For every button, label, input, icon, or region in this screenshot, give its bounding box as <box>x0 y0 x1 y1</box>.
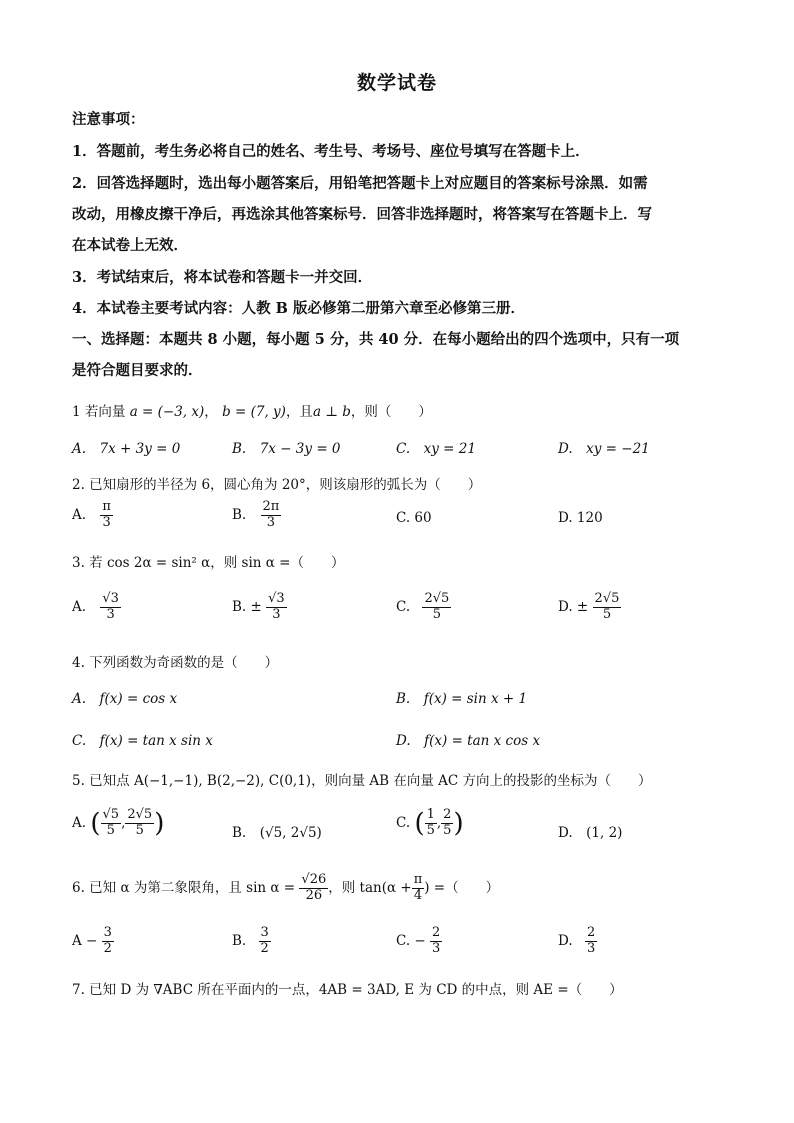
q5-c-numerator-1: 1 <box>426 807 435 822</box>
q6-a-label: A − <box>72 932 98 949</box>
q5-c-numerator-2: 2 <box>443 807 452 822</box>
q5-c-left-paren: ( <box>414 808 425 839</box>
q5-a-fraction-2 <box>125 808 154 839</box>
q2-b-fraction <box>261 500 282 531</box>
q6-c-fraction <box>430 926 442 957</box>
q6-sin-denominator: 26 <box>305 887 323 903</box>
q4-option-b: B. f(x) = sin x + 1 <box>396 691 528 707</box>
q5-c-denominator-1: 5 <box>426 822 435 838</box>
question-7-stem: 7. 已知 D 为 ∇ABC 所在平面内的一点，4AB = 3AD, E 为 CD 的中点，则 AE =（ ） <box>72 982 623 998</box>
q5-option-c: C. ( $\frac{1}{5}$ , $\frac{2}{5}$ ) <box>396 807 464 839</box>
question-2-stem: 2. 已知扇形的半径为 6，圆心角为 20°，则该扇形的弧长为（ ） <box>72 477 482 493</box>
q1-stem-b: ，且 <box>285 404 313 420</box>
q6-b-denominator: 2 <box>260 940 269 956</box>
q6-d-numerator: 2 <box>586 925 596 940</box>
q6-a-denominator: 2 <box>103 940 112 956</box>
q6-c-denominator: 3 <box>432 940 441 956</box>
q6-b-label: B. <box>232 932 247 949</box>
q3-b-fraction <box>266 592 287 623</box>
q3-a-numerator: √3 <box>102 591 119 606</box>
q2-a-numerator: π <box>102 499 111 514</box>
q5-a-label: A. <box>72 814 87 831</box>
q3-a-fraction <box>100 592 121 623</box>
q2-option-a <box>72 500 113 531</box>
q5-a-denominator-1: 5 <box>106 822 115 838</box>
q5-c-fraction-1 <box>425 808 437 839</box>
q1-vector-a: a = (−3, x) <box>129 404 205 420</box>
q6-option-d <box>558 926 597 957</box>
notice-item-2-line-3: 在本试卷上无效． <box>72 237 188 254</box>
question-1-stem: 1 若向量 a = (−3, x)， b = (7, y)，且a ⊥ b，则（ ） <box>72 404 432 420</box>
q3-option-d <box>558 592 621 623</box>
q6-b-fraction <box>259 926 271 957</box>
q5-a-denominator-2: 5 <box>135 822 144 838</box>
q2-b-label: B. <box>232 506 247 523</box>
q6-sin-fraction <box>299 873 328 904</box>
page-title: 数学试卷 <box>356 72 437 94</box>
q5-option-a: A. ( $\frac{√5}{5}$ , $\frac{2√5}{5}$ ) <box>72 807 165 839</box>
notice-item-1: 1．答题前，考生务必将自己的姓名、考生号、考场号、座位号填写在答题卡上． <box>72 143 590 160</box>
q6-pi-denominator: 4 <box>413 887 423 903</box>
notice-heading: 注意事项： <box>72 111 145 128</box>
q5-c-fraction-2 <box>441 808 453 839</box>
q1-option-a: A. 7x + 3y = 0 <box>72 441 181 457</box>
q1-option-b: B. 7x − 3y = 0 <box>232 441 341 457</box>
q2-option-d: D. 120 <box>558 510 603 526</box>
q4-option-d: D. f(x) = tan x cos x <box>396 733 541 749</box>
q5-a-numerator-2: 2√5 <box>127 807 153 822</box>
notice-item-2-line-1: 2．回答选择题时，选出每小题答案后，用铅笔把答题卡上对应题目的答案标号涂黑．如需 <box>72 175 648 192</box>
q6-stem-a: 6. 已知 α 为第二象限角，且 sin α = <box>72 879 296 896</box>
q2-a-fraction <box>100 500 113 531</box>
q3-d-fraction <box>593 592 622 623</box>
q2-option-b <box>232 500 281 531</box>
q6-pi-fraction <box>412 873 425 904</box>
notice-item-2-line-2: 改动，用橡皮擦干净后，再选涂其他答案标号．回答非选择题时，将答案写在答题卡上．写 <box>72 206 652 223</box>
q6-option-a <box>72 926 114 957</box>
q6-d-denominator: 3 <box>586 940 596 956</box>
q6-c-label: C. − <box>396 932 426 949</box>
q3-d-label: D. ± <box>558 598 589 615</box>
q6-b-numerator: 3 <box>260 925 269 940</box>
section-1-line-2: 是符合题目要求的． <box>72 362 203 379</box>
q6-stem-c: ) =（ ） <box>424 879 500 896</box>
q5-option-b: B. (√5, 2√5) <box>232 825 322 841</box>
q2-b-numerator: 2π <box>262 499 280 514</box>
q2-option-c: C. 60 <box>396 510 432 526</box>
q4-option-a: A. f(x) = cos x <box>72 691 178 707</box>
q3-b-label: B. ± <box>232 598 262 615</box>
q5-c-denominator-2: 5 <box>443 822 452 838</box>
q6-option-b <box>232 926 271 957</box>
q3-option-c <box>396 592 451 623</box>
question-5-stem: 5. 已知点 A(−1,−1), B(2,−2), C(0,1)，则向量 AB 在向量 AC 方向上的投影的坐标为（ ） <box>72 773 652 789</box>
q3-b-numerator: √3 <box>268 591 285 606</box>
q3-c-denominator: 5 <box>432 606 441 622</box>
q1-option-c: C. xy = 21 <box>396 441 476 457</box>
q5-a-left-paren: ( <box>90 808 101 839</box>
q6-sin-numerator: √26 <box>301 872 327 887</box>
q1-condition: a ⊥ b <box>312 404 351 420</box>
q6-option-c <box>396 926 442 957</box>
q3-c-numerator: 2√5 <box>424 591 450 606</box>
q5-option-d: D. (1, 2) <box>558 825 623 841</box>
q3-a-denominator: 3 <box>106 606 115 622</box>
q3-option-a <box>72 592 121 623</box>
q3-c-label: C. <box>396 598 411 615</box>
q1-stem-a: 1 若向量 <box>72 404 126 420</box>
q1-option-d: D. xy = −21 <box>558 441 650 457</box>
q2-b-denominator: 3 <box>266 514 276 530</box>
question-4-stem: 4. 下列函数为奇函数的是（ ） <box>72 655 279 671</box>
q1-stem-c: ，则（ ） <box>350 404 432 420</box>
section-1-line-1: 一、选择题：本题共 8 小题，每小题 5 分，共 40 分．在每小题给出的四个选项中，只有一项 <box>72 331 680 348</box>
q6-d-fraction <box>585 926 597 957</box>
question-6-stem <box>72 873 499 904</box>
q3-option-b <box>232 592 287 623</box>
q6-d-label: D. <box>558 932 573 949</box>
question-3-stem: 3. 若 cos 2α = sin² α，则 sin α =（ ） <box>72 555 345 571</box>
q3-d-denominator: 5 <box>602 606 612 622</box>
q2-a-label: A. <box>72 506 87 523</box>
q6-stem-b: ，则 tan(α + <box>328 879 412 896</box>
q2-a-denominator: 3 <box>102 514 111 530</box>
q4-option-c: C. f(x) = tan x sin x <box>72 733 213 749</box>
q6-a-numerator: 3 <box>103 925 112 940</box>
q3-a-label: A. <box>72 598 87 615</box>
q6-pi-numerator: π <box>413 872 423 887</box>
q6-a-fraction <box>102 926 114 957</box>
q3-d-numerator: 2√5 <box>594 591 620 606</box>
q5-a-numerator-1: √5 <box>102 807 120 822</box>
q3-b-denominator: 3 <box>272 606 281 622</box>
q3-c-fraction <box>422 592 451 623</box>
q5-a-right-paren: ) <box>154 808 165 839</box>
notice-item-3: 3．考试结束后，将本试卷和答题卡一并交回． <box>72 269 373 286</box>
q5-c-label: C. <box>396 814 411 831</box>
notice-item-4: 4．本试卷主要考试内容：人教 B 版必修第二册第六章至必修第三册． <box>72 300 525 317</box>
q5-a-fraction-1 <box>101 808 122 839</box>
q5-c-right-paren: ) <box>453 808 464 839</box>
q1-vector-b: b = (7, y) <box>222 404 286 420</box>
q6-c-numerator: 2 <box>432 925 441 940</box>
